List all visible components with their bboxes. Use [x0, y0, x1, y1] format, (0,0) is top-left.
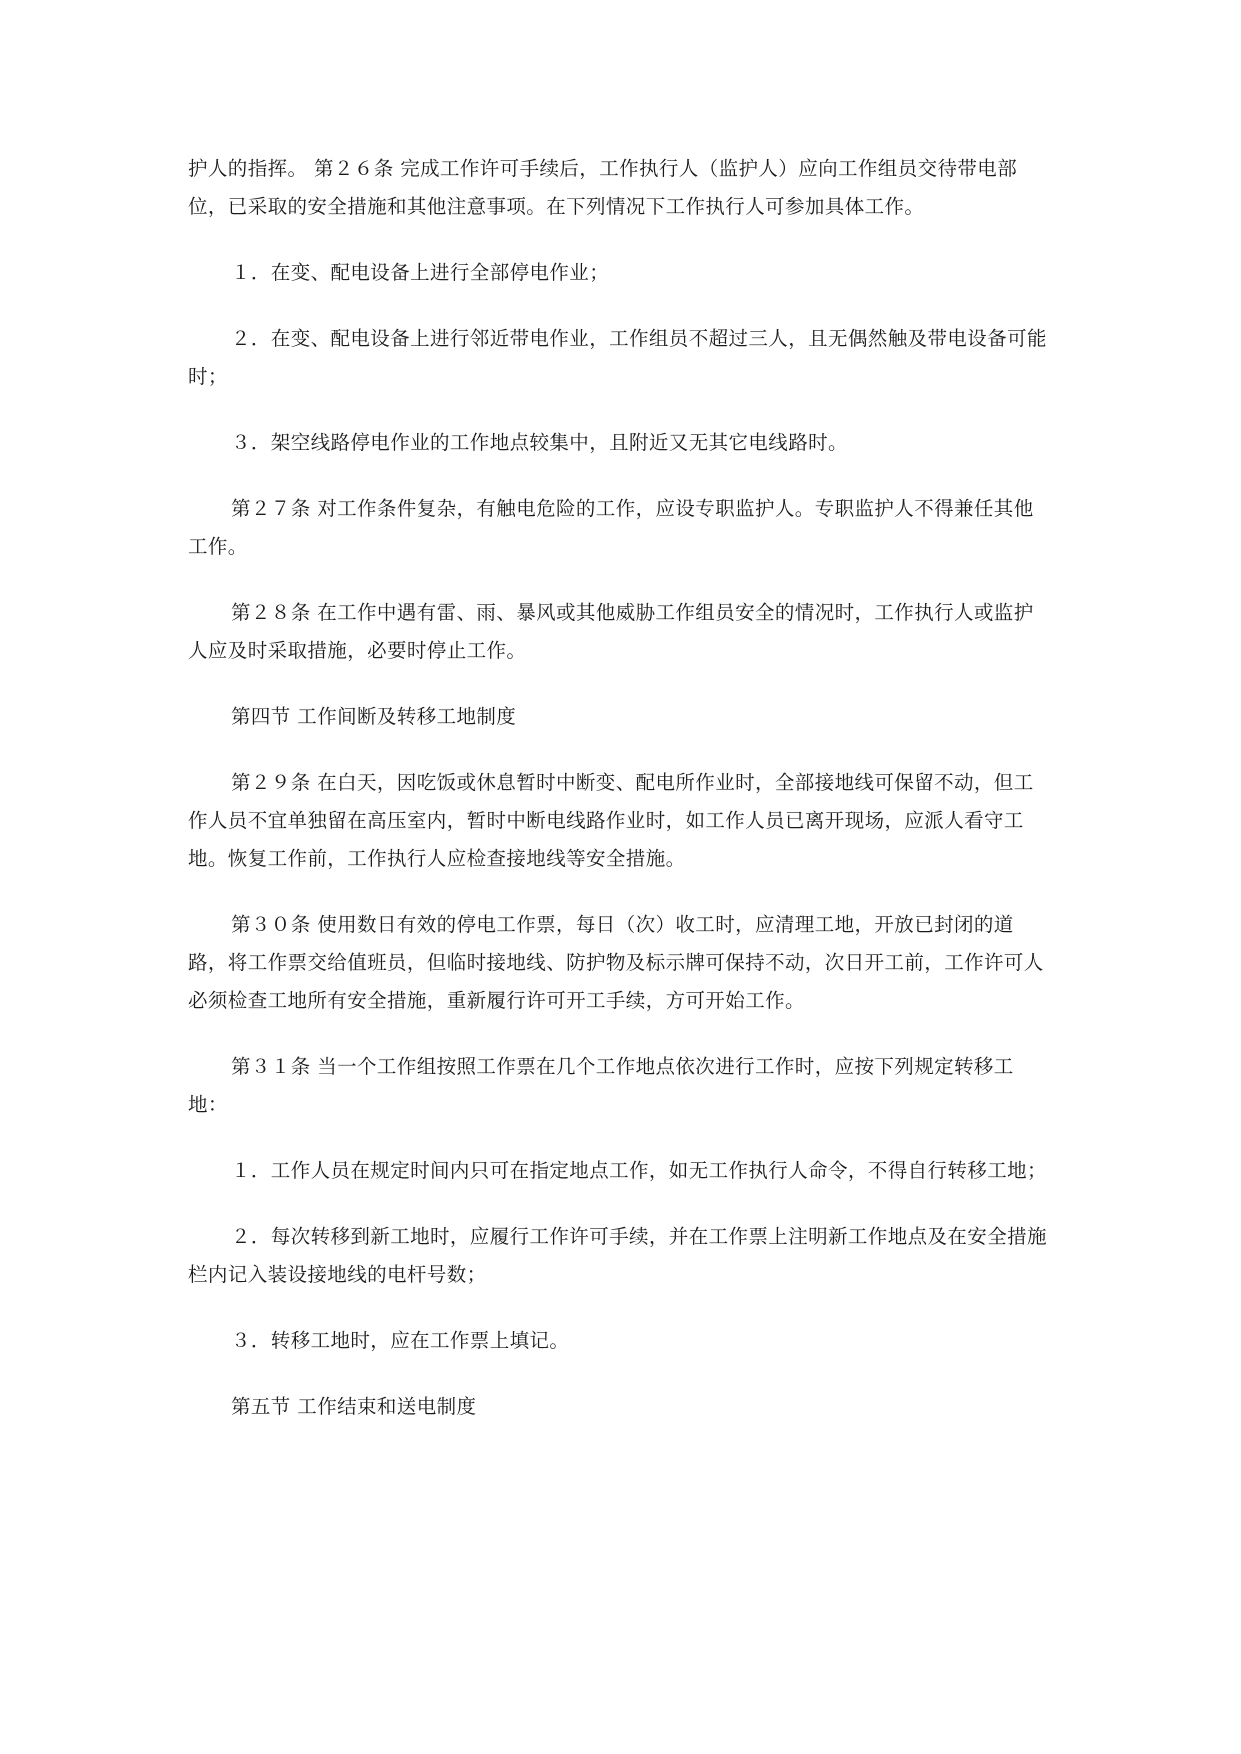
article-28: 第２８条 在工作中遇有雷、雨、暴风或其他威胁工作组员安全的情况时，工作执行人或监护人应及时采取措施，必要时停止工作。: [188, 601, 1034, 662]
list-item-2: ２．在变、配电设备上进行邻近带电作业，工作组员不超过三人，且无偶然触及带电设备可能时；: [188, 327, 1047, 388]
list-item-31-3: ３．转移工地时，应在工作票上填记。: [231, 1329, 570, 1352]
document-body: [188, 150, 1048, 1454]
list-item-3: ３．架空线路停电作业的工作地点较集中，且附近又无其它电线路时。: [231, 431, 848, 454]
article-30: 第３０条 使用数日有效的停电工作票，每日（次）收工时，应清理工地，开放已封闭的道路，将工作票交给值班员，但临时接地线、防护物及标示牌可保持不动，次日开工前，工作许可人必须检查工地所有安全措施，重新履行许可开工手续，方可开始工作。: [188, 913, 1044, 1012]
article-27: 第２７条 对工作条件复杂，有触电危险的工作，应设专职监护人。专职监护人不得兼任其他工作。: [188, 497, 1034, 558]
article-31: 第３１条 当一个工作组按照工作票在几个工作地点依次进行工作时，应按下列规定转移工地：: [188, 1055, 1014, 1116]
list-item-31-1: １．工作人员在规定时间内只可在指定地点工作，如无工作执行人命令，不得自行转移工地；: [231, 1159, 1047, 1182]
list-item-1: １．在变、配电设备上进行全部停电作业；: [231, 261, 610, 284]
section-heading-4: 第四节 工作间断及转移工地制度: [231, 705, 517, 728]
article-29: 第２９条 在白天，因吃饭或休息暂时中断变、配电所作业时，全部接地线可保留不动，但工作人员不宜单独留在高压室内，暂时中断电线路作业时，如工作人员已离开现场，应派人看守工地。恢复工作前，工作执行人应检查接地线等安全措施。: [188, 771, 1034, 870]
paragraph-continuation-article-26: 护人的指挥。 第２６条 完成工作许可手续后，工作执行人（监护人）应向工作组员交待带电部位，已采取的安全措施和其他注意事项。在下列情况下工作执行人可参加具体工作。: [188, 157, 1018, 218]
list-item-31-2: ２．每次转移到新工地时，应履行工作许可手续，并在工作票上注明新工作地点及在安全措施栏内记入装设接地线的电杆号数；: [188, 1225, 1047, 1286]
section-heading-5: 第五节 工作结束和送电制度: [231, 1395, 477, 1418]
